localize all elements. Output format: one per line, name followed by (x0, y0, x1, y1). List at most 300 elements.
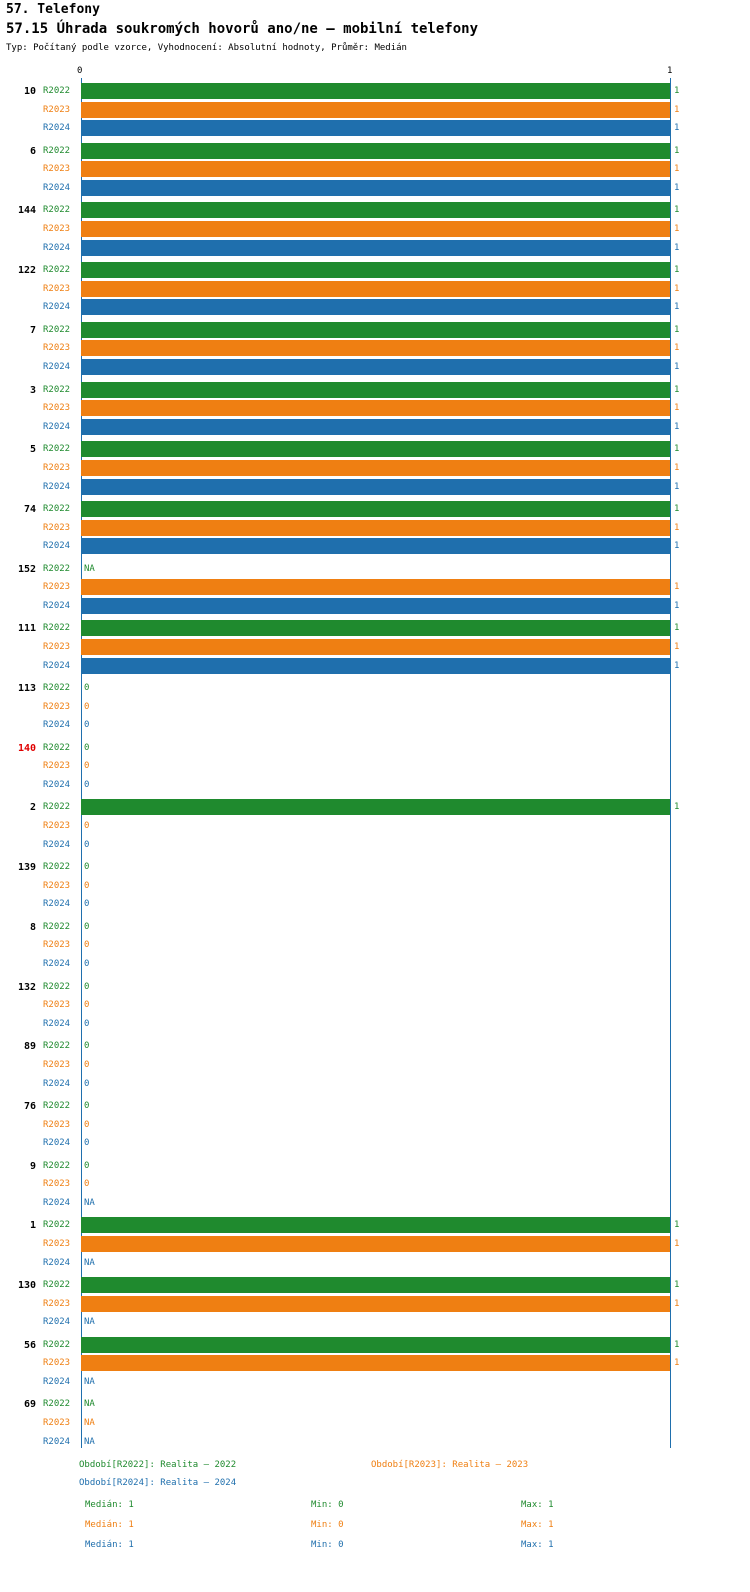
series-label-2024: R2024 (43, 1317, 71, 1328)
bar-value-label: 0 (84, 880, 90, 891)
bar-value-label: 1 (674, 403, 680, 414)
bar-row (0, 1116, 750, 1134)
bar-row (0, 201, 750, 219)
series-label-2022: R2022 (43, 1041, 71, 1052)
series-label-2024: R2024 (43, 421, 71, 432)
bar-group (0, 440, 750, 496)
bar-value-label: NA (84, 1317, 95, 1328)
bar-group (0, 1216, 750, 1272)
plot-area (0, 78, 750, 1448)
bar-value-label: 1 (674, 1238, 680, 1249)
series-label-2024: R2024 (43, 123, 71, 134)
bar-row (0, 836, 750, 854)
bar-2022 (81, 620, 670, 636)
series-label-2024: R2024 (43, 899, 71, 910)
series-label-2023: R2023 (43, 522, 71, 533)
series-label-2024: R2024 (43, 780, 71, 791)
group-label: 69 (23, 1399, 36, 1411)
bar-2023 (81, 161, 670, 177)
bar-value-label: 0 (84, 780, 90, 791)
bar-2024 (81, 479, 670, 495)
bar-value-label: 0 (84, 940, 90, 951)
series-label-2022: R2022 (43, 444, 71, 455)
bar-value-label: 0 (84, 862, 90, 873)
bar-group (0, 739, 750, 795)
group-label: 140 (17, 742, 36, 754)
bar-group (0, 978, 750, 1034)
series-label-2024: R2024 (43, 481, 71, 492)
bar-group (0, 560, 750, 616)
series-label-2022: R2022 (43, 86, 71, 96)
group-label: 111 (17, 623, 36, 635)
series-label-2023: R2023 (43, 164, 71, 175)
bar-group (0, 918, 750, 974)
bar-row (0, 1336, 750, 1354)
group-label: 9 (29, 1160, 36, 1172)
bar-value-label: 1 (674, 1358, 680, 1369)
bar-2022 (81, 382, 670, 398)
bar-row (0, 1075, 750, 1093)
bar-value-label: 1 (674, 660, 680, 671)
page-title: 57. Telefony (6, 2, 100, 17)
bar-row (0, 1175, 750, 1193)
bar-2023 (81, 460, 670, 476)
bar-2022 (81, 799, 670, 815)
bar-row (0, 679, 750, 697)
bar-row (0, 500, 750, 518)
bar-row (0, 1015, 750, 1033)
bar-group (0, 1097, 750, 1153)
bar-value-label: 0 (84, 821, 90, 832)
series-label-2023: R2023 (43, 1000, 71, 1011)
bar-value-label: 0 (84, 1059, 90, 1070)
bar-2022 (81, 262, 670, 278)
series-label-2024: R2024 (43, 302, 71, 313)
bar-value-label: 1 (674, 444, 680, 455)
bar-value-label: 1 (674, 1280, 680, 1290)
bar-row (0, 239, 750, 257)
series-label-2023: R2023 (43, 462, 71, 473)
bar-2022 (81, 1277, 670, 1293)
bar-row (0, 918, 750, 936)
bar-2023 (81, 520, 670, 536)
bar-row (0, 459, 750, 477)
stat-median-2022: Medián: 1 (85, 1500, 134, 1510)
bar-value-label: 0 (84, 761, 90, 772)
group-label: 56 (23, 1339, 36, 1351)
bar-row (0, 1354, 750, 1372)
bar-2024 (81, 120, 670, 136)
bar-row (0, 578, 750, 596)
bar-value-label: 1 (674, 1298, 680, 1309)
bar-2022 (81, 322, 670, 338)
bar-value-label: 1 (674, 343, 680, 354)
stat-max-2023: Max: 1 (521, 1520, 554, 1530)
series-label-2023: R2023 (43, 641, 71, 652)
bar-2022 (81, 501, 670, 517)
legend-entry-2024: Období[R2024]: Realita – 2024 (79, 1478, 237, 1488)
series-label-2024: R2024 (43, 1436, 71, 1447)
bar-row (0, 418, 750, 436)
bar-row (0, 1313, 750, 1331)
bar-value-label: 0 (84, 1138, 90, 1149)
bar-value-label: 1 (674, 224, 680, 235)
bar-row (0, 798, 750, 816)
group-label: 74 (23, 503, 36, 515)
bar-value-label: NA (84, 1399, 95, 1410)
group-label: 6 (29, 145, 36, 157)
series-label-2023: R2023 (43, 821, 71, 832)
bar-value-label: 0 (84, 899, 90, 910)
bar-value-label: 1 (674, 623, 680, 634)
series-label-2022: R2022 (43, 265, 71, 276)
group-label: 132 (17, 981, 36, 993)
bar-value-label: 1 (674, 541, 680, 552)
bar-row (0, 1216, 750, 1234)
bar-row (0, 996, 750, 1014)
bar-value-label: 1 (674, 302, 680, 313)
bar-row (0, 101, 750, 119)
bar-value-label: 1 (674, 265, 680, 276)
series-label-2023: R2023 (43, 1298, 71, 1309)
series-label-2024: R2024 (43, 839, 71, 850)
bar-2023 (81, 639, 670, 655)
bar-2024 (81, 359, 670, 375)
bar-2022 (81, 441, 670, 457)
chart-meta: Typ: Počítaný podle vzorce, Vyhodnocení: Absolutní hodnoty, Průměr: Medián (6, 43, 407, 53)
bar-row (0, 119, 750, 137)
bar-row (0, 1056, 750, 1074)
group-label: 2 (29, 802, 36, 814)
series-label-2022: R2022 (43, 1160, 71, 1171)
bar-value-label: 0 (84, 1100, 90, 1111)
bar-group (0, 201, 750, 257)
bar-row (0, 1134, 750, 1152)
bar-value-label: 1 (674, 462, 680, 473)
group-label: 5 (29, 444, 36, 456)
bar-2022 (81, 202, 670, 218)
bar-row (0, 978, 750, 996)
bar-row (0, 1037, 750, 1055)
series-label-2024: R2024 (43, 1138, 71, 1149)
bar-row (0, 261, 750, 279)
bar-value-label: 0 (84, 720, 90, 731)
bar-value-label: 1 (674, 86, 680, 96)
bar-value-label: 1 (674, 1339, 680, 1350)
bar-row (0, 638, 750, 656)
series-label-2022: R2022 (43, 742, 71, 753)
series-label-2022: R2022 (43, 683, 71, 693)
bar-2022 (81, 1217, 670, 1233)
bar-row (0, 160, 750, 178)
bar-row (0, 321, 750, 339)
series-label-2023: R2023 (43, 582, 71, 593)
series-label-2023: R2023 (43, 1358, 71, 1369)
group-label: 152 (17, 563, 36, 575)
bar-value-label: 1 (674, 362, 680, 373)
bar-row (0, 519, 750, 537)
series-label-2022: R2022 (43, 981, 71, 992)
series-label-2024: R2024 (43, 242, 71, 253)
bar-row (0, 1373, 750, 1391)
bar-row (0, 1276, 750, 1294)
bar-row (0, 220, 750, 238)
bar-2024 (81, 240, 670, 256)
bar-row (0, 817, 750, 835)
bar-2022 (81, 1337, 670, 1353)
bar-value-label: 1 (674, 183, 680, 194)
series-label-2023: R2023 (43, 1418, 71, 1429)
group-label: 122 (17, 265, 36, 277)
series-label-2024: R2024 (43, 1197, 71, 1208)
series-label-2023: R2023 (43, 1119, 71, 1130)
bar-value-label: NA (84, 1197, 95, 1208)
bar-2023 (81, 221, 670, 237)
legend-entry-2022: Období[R2022]: Realita – 2022 (79, 1460, 237, 1470)
stat-median-2023: Medián: 1 (85, 1520, 134, 1530)
bar-group (0, 500, 750, 556)
bar-value-label: NA (84, 1436, 95, 1447)
series-label-2024: R2024 (43, 1377, 71, 1388)
bar-row (0, 657, 750, 675)
series-label-2024: R2024 (43, 362, 71, 373)
bar-row (0, 698, 750, 716)
group-label: 89 (23, 1041, 36, 1053)
group-label: 8 (29, 921, 36, 933)
bar-value-label: 1 (674, 481, 680, 492)
bar-group (0, 1395, 750, 1451)
bar-value-label: NA (84, 1377, 95, 1388)
bar-row (0, 298, 750, 316)
bar-value-label: 1 (674, 522, 680, 533)
bar-2023 (81, 1355, 670, 1371)
bar-value-label: 0 (84, 701, 90, 712)
bar-2023 (81, 579, 670, 595)
bar-group (0, 261, 750, 317)
bar-2023 (81, 340, 670, 356)
stat-min-2022: Min: 0 (311, 1500, 344, 1510)
bar-value-label: 1 (674, 600, 680, 611)
bar-value-label: 1 (674, 641, 680, 652)
bar-group (0, 1157, 750, 1213)
bar-value-label: 0 (84, 981, 90, 992)
chart-title: 57.15 Úhrada soukromých hovorů ano/ne – mobilní telefony (6, 21, 479, 37)
bar-value-label: 1 (674, 582, 680, 593)
bar-2023 (81, 281, 670, 297)
bar-row (0, 597, 750, 615)
series-label-2023: R2023 (43, 880, 71, 891)
bar-value-label: 0 (84, 1179, 90, 1190)
x-axis-tick-1: 1 (667, 66, 673, 76)
bar-value-label: 0 (84, 839, 90, 850)
series-label-2023: R2023 (43, 224, 71, 235)
bar-value-label: NA (84, 563, 95, 574)
series-label-2022: R2022 (43, 1399, 71, 1410)
bar-row (0, 776, 750, 794)
bar-group (0, 381, 750, 437)
bar-row (0, 716, 750, 734)
series-label-2024: R2024 (43, 1018, 71, 1029)
bar-row (0, 895, 750, 913)
stat-median-2024: Medián: 1 (85, 1540, 134, 1550)
series-label-2024: R2024 (43, 1078, 71, 1089)
bar-row (0, 381, 750, 399)
bar-value-label: 1 (674, 503, 680, 514)
group-label: 7 (29, 324, 36, 336)
bar-2023 (81, 400, 670, 416)
bar-value-label: 0 (84, 1018, 90, 1029)
bar-value-label: 1 (674, 324, 680, 335)
bar-row (0, 955, 750, 973)
bar-value-label: NA (84, 1257, 95, 1268)
bar-row (0, 560, 750, 578)
bar-2022 (81, 83, 670, 99)
group-label: 139 (17, 862, 36, 874)
series-label-2022: R2022 (43, 324, 71, 335)
series-label-2022: R2022 (43, 145, 71, 156)
series-label-2022: R2022 (43, 503, 71, 514)
legend-entry-2023: Období[R2023]: Realita – 2023 (371, 1460, 529, 1470)
stat-max-2022: Max: 1 (521, 1500, 554, 1510)
bar-row (0, 1433, 750, 1451)
bar-group (0, 1336, 750, 1392)
stat-max-2024: Max: 1 (521, 1540, 554, 1550)
bar-row (0, 1395, 750, 1413)
bar-2024 (81, 538, 670, 554)
series-label-2022: R2022 (43, 1339, 71, 1350)
bar-value-label: 1 (674, 421, 680, 432)
series-label-2023: R2023 (43, 701, 71, 712)
series-label-2024: R2024 (43, 183, 71, 194)
series-label-2022: R2022 (43, 1280, 71, 1290)
bar-value-label: 0 (84, 921, 90, 932)
bar-2024 (81, 299, 670, 315)
bar-row (0, 1414, 750, 1432)
bar-row (0, 1235, 750, 1253)
series-label-2023: R2023 (43, 940, 71, 951)
bar-value-label: 0 (84, 1000, 90, 1011)
series-label-2024: R2024 (43, 600, 71, 611)
bar-value-label: 1 (674, 242, 680, 253)
bar-value-label: 0 (84, 1078, 90, 1089)
bar-group (0, 82, 750, 138)
series-label-2023: R2023 (43, 1059, 71, 1070)
bar-value-label: 1 (674, 802, 680, 813)
bar-row (0, 478, 750, 496)
series-label-2022: R2022 (43, 384, 71, 395)
series-label-2022: R2022 (43, 205, 71, 216)
series-label-2023: R2023 (43, 104, 71, 115)
bar-2024 (81, 180, 670, 196)
bar-group (0, 798, 750, 854)
bar-row (0, 358, 750, 376)
bar-2023 (81, 102, 670, 118)
bar-row (0, 1194, 750, 1212)
series-label-2024: R2024 (43, 959, 71, 970)
series-label-2022: R2022 (43, 1100, 71, 1111)
group-label: 1 (29, 1220, 36, 1232)
series-label-2023: R2023 (43, 1238, 71, 1249)
bar-2023 (81, 1236, 670, 1252)
bar-row (0, 399, 750, 417)
bar-row (0, 739, 750, 757)
bar-group (0, 619, 750, 675)
bar-row (0, 537, 750, 555)
series-label-2022: R2022 (43, 1220, 71, 1231)
bar-row (0, 1097, 750, 1115)
bar-2023 (81, 1296, 670, 1312)
bar-value-label: 0 (84, 1119, 90, 1130)
bar-row (0, 936, 750, 954)
bar-row (0, 858, 750, 876)
bar-group (0, 1276, 750, 1332)
group-label: 10 (23, 86, 36, 97)
series-label-2023: R2023 (43, 343, 71, 354)
series-label-2023: R2023 (43, 403, 71, 414)
bar-value-label: 0 (84, 1041, 90, 1052)
bar-value-label: 1 (674, 145, 680, 156)
series-label-2024: R2024 (43, 541, 71, 552)
bar-row (0, 440, 750, 458)
group-label: 130 (17, 1280, 36, 1291)
group-label: 144 (17, 205, 36, 217)
x-axis-tick-0: 0 (77, 66, 83, 76)
bar-value-label: 1 (674, 164, 680, 175)
bar-group (0, 1037, 750, 1093)
bar-value-label: 0 (84, 959, 90, 970)
group-label: 3 (29, 384, 36, 396)
bar-value-label: 1 (674, 104, 680, 115)
bar-2024 (81, 598, 670, 614)
bar-2024 (81, 419, 670, 435)
series-label-2023: R2023 (43, 761, 71, 772)
bar-group (0, 858, 750, 914)
series-label-2024: R2024 (43, 1257, 71, 1268)
bar-value-label: 1 (674, 384, 680, 395)
series-label-2022: R2022 (43, 802, 71, 813)
bar-row (0, 619, 750, 637)
bar-group (0, 679, 750, 735)
bar-row (0, 877, 750, 895)
bar-value-label: 0 (84, 1160, 90, 1171)
series-label-2024: R2024 (43, 720, 71, 731)
group-label: 113 (17, 683, 36, 694)
bar-value-label: 0 (84, 742, 90, 753)
stat-min-2024: Min: 0 (311, 1540, 344, 1550)
series-label-2022: R2022 (43, 921, 71, 932)
bar-value-label: 1 (674, 123, 680, 134)
bar-row (0, 280, 750, 298)
series-label-2023: R2023 (43, 1179, 71, 1190)
series-label-2022: R2022 (43, 862, 71, 873)
bar-value-label: 1 (674, 205, 680, 216)
series-label-2023: R2023 (43, 283, 71, 294)
bar-group (0, 142, 750, 198)
stat-min-2023: Min: 0 (311, 1520, 344, 1530)
bar-value-label: NA (84, 1418, 95, 1429)
bar-row (0, 1157, 750, 1175)
bar-group (0, 321, 750, 377)
bar-2024 (81, 658, 670, 674)
bar-row (0, 179, 750, 197)
bar-row (0, 142, 750, 160)
bar-value-label: 0 (84, 683, 90, 693)
bar-row (0, 1254, 750, 1272)
bar-row (0, 339, 750, 357)
bar-value-label: 1 (674, 283, 680, 294)
bar-row (0, 1295, 750, 1313)
bar-value-label: 1 (674, 1220, 680, 1231)
